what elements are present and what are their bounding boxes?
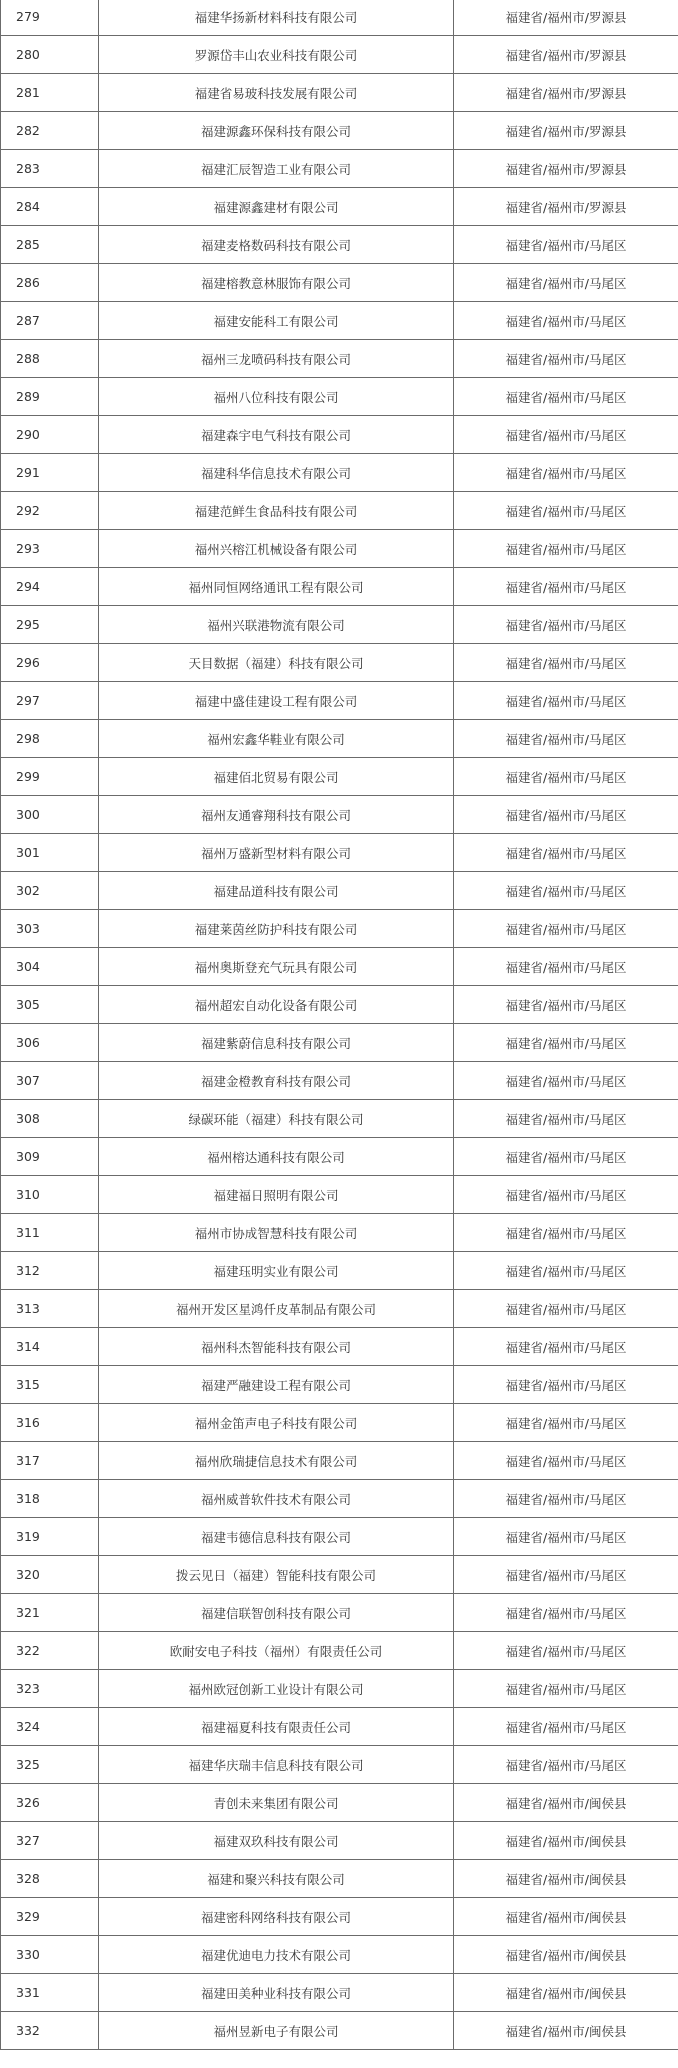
location-cell: 福建省/福州市/罗源县 bbox=[454, 0, 678, 36]
table-row bbox=[1, 0, 678, 36]
location-cell: 福建省/福州市/马尾区 bbox=[454, 1290, 678, 1328]
table-row bbox=[1, 720, 678, 758]
location-cell: 福建省/福州市/马尾区 bbox=[454, 1062, 678, 1100]
table-row bbox=[1, 74, 678, 112]
company-name-cell: 福州威普软件技术有限公司 bbox=[99, 1480, 454, 1518]
company-name-cell: 福建福夏科技有限责任公司 bbox=[99, 1708, 454, 1746]
table-row bbox=[1, 1670, 678, 1708]
company-name-cell: 福州开发区星鸿仟皮革制品有限公司 bbox=[99, 1290, 454, 1328]
row-number-cell: 300 bbox=[1, 796, 99, 834]
table-row bbox=[1, 568, 678, 606]
table-row bbox=[1, 1518, 678, 1556]
location-cell: 福建省/福州市/马尾区 bbox=[454, 264, 678, 302]
row-number-cell: 310 bbox=[1, 1176, 99, 1214]
row-number-cell: 280 bbox=[1, 36, 99, 74]
table-row bbox=[1, 1252, 678, 1290]
location-cell: 福建省/福州市/闽侯县 bbox=[454, 2012, 678, 2050]
location-cell: 福建省/福州市/马尾区 bbox=[454, 1442, 678, 1480]
location-cell: 福建省/福州市/马尾区 bbox=[454, 1252, 678, 1290]
table-row bbox=[1, 1062, 678, 1100]
table-row bbox=[1, 150, 678, 188]
company-name-cell: 福建麦格数码科技有限公司 bbox=[99, 226, 454, 264]
company-name-cell: 福州欧冠创新工业设计有限公司 bbox=[99, 1670, 454, 1708]
location-cell: 福建省/福州市/马尾区 bbox=[454, 758, 678, 796]
location-cell: 福建省/福州市/马尾区 bbox=[454, 1594, 678, 1632]
company-name-cell: 福建科华信息技术有限公司 bbox=[99, 454, 454, 492]
row-number-cell: 290 bbox=[1, 416, 99, 454]
company-name-cell: 福建双玖科技有限公司 bbox=[99, 1822, 454, 1860]
location-cell: 福建省/福州市/马尾区 bbox=[454, 986, 678, 1024]
location-cell: 福建省/福州市/马尾区 bbox=[454, 872, 678, 910]
row-number-cell: 295 bbox=[1, 606, 99, 644]
location-cell: 福建省/福州市/闽侯县 bbox=[454, 1822, 678, 1860]
row-number-cell: 304 bbox=[1, 948, 99, 986]
company-name-cell: 福建华庆瑞丰信息科技有限公司 bbox=[99, 1746, 454, 1784]
table-row bbox=[1, 1290, 678, 1328]
company-name-cell: 福州友通睿翔科技有限公司 bbox=[99, 796, 454, 834]
location-cell: 福建省/福州市/闽侯县 bbox=[454, 1898, 678, 1936]
company-name-cell: 天目数据（福建）科技有限公司 bbox=[99, 644, 454, 682]
location-cell: 福建省/福州市/马尾区 bbox=[454, 1670, 678, 1708]
row-number-cell: 296 bbox=[1, 644, 99, 682]
table-row bbox=[1, 1594, 678, 1632]
table-row bbox=[1, 1898, 678, 1936]
row-number-cell: 293 bbox=[1, 530, 99, 568]
row-number-cell: 288 bbox=[1, 340, 99, 378]
row-number-cell: 322 bbox=[1, 1632, 99, 1670]
row-number-cell: 313 bbox=[1, 1290, 99, 1328]
location-cell: 福建省/福州市/马尾区 bbox=[454, 1746, 678, 1784]
location-cell: 福建省/福州市/马尾区 bbox=[454, 1708, 678, 1746]
company-name-cell: 福建莱茵丝防护科技有限公司 bbox=[99, 910, 454, 948]
location-cell: 福建省/福州市/马尾区 bbox=[454, 226, 678, 264]
table-row bbox=[1, 1822, 678, 1860]
row-number-cell: 289 bbox=[1, 378, 99, 416]
table-row bbox=[1, 378, 678, 416]
table-row bbox=[1, 264, 678, 302]
table-row bbox=[1, 1936, 678, 1974]
location-cell: 福建省/福州市/闽侯县 bbox=[454, 1936, 678, 1974]
company-name-cell: 福州欣瑞捷信息技术有限公司 bbox=[99, 1442, 454, 1480]
company-name-cell: 福建韦德信息科技有限公司 bbox=[99, 1518, 454, 1556]
row-number-cell: 301 bbox=[1, 834, 99, 872]
table-row bbox=[1, 682, 678, 720]
location-cell: 福建省/福州市/马尾区 bbox=[454, 606, 678, 644]
company-name-cell: 福建省易玻科技发展有限公司 bbox=[99, 74, 454, 112]
table-row bbox=[1, 796, 678, 834]
table-row bbox=[1, 872, 678, 910]
table-row bbox=[1, 112, 678, 150]
location-cell: 福建省/福州市/马尾区 bbox=[454, 492, 678, 530]
company-name-cell: 福州兴联港物流有限公司 bbox=[99, 606, 454, 644]
table-row bbox=[1, 1024, 678, 1062]
location-cell: 福建省/福州市/马尾区 bbox=[454, 796, 678, 834]
location-cell: 福建省/福州市/马尾区 bbox=[454, 1366, 678, 1404]
table-row bbox=[1, 2012, 678, 2050]
company-name-cell: 福州奥斯登充气玩具有限公司 bbox=[99, 948, 454, 986]
row-number-cell: 306 bbox=[1, 1024, 99, 1062]
row-number-cell: 284 bbox=[1, 188, 99, 226]
table-row bbox=[1, 644, 678, 682]
table-row bbox=[1, 1556, 678, 1594]
row-number-cell: 318 bbox=[1, 1480, 99, 1518]
row-number-cell: 311 bbox=[1, 1214, 99, 1252]
location-cell: 福建省/福州市/罗源县 bbox=[454, 36, 678, 74]
table-row bbox=[1, 492, 678, 530]
company-name-cell: 福建源鑫建材有限公司 bbox=[99, 188, 454, 226]
company-name-cell: 罗源岱丰山农业科技有限公司 bbox=[99, 36, 454, 74]
location-cell: 福建省/福州市/马尾区 bbox=[454, 1100, 678, 1138]
table-row bbox=[1, 1632, 678, 1670]
location-cell: 福建省/福州市/马尾区 bbox=[454, 644, 678, 682]
location-cell: 福建省/福州市/马尾区 bbox=[454, 720, 678, 758]
location-cell: 福建省/福州市/马尾区 bbox=[454, 1138, 678, 1176]
company-name-cell: 福建田美种业科技有限公司 bbox=[99, 1974, 454, 2012]
table-row bbox=[1, 910, 678, 948]
company-name-cell: 福建严融建设工程有限公司 bbox=[99, 1366, 454, 1404]
location-cell: 福建省/福州市/马尾区 bbox=[454, 416, 678, 454]
location-cell: 福建省/福州市/马尾区 bbox=[454, 682, 678, 720]
table-body bbox=[1, 0, 678, 2050]
row-number-cell: 292 bbox=[1, 492, 99, 530]
company-name-cell: 福建中盛佳建设工程有限公司 bbox=[99, 682, 454, 720]
location-cell: 福建省/福州市/马尾区 bbox=[454, 1518, 678, 1556]
company-name-cell: 绿碳环能（福建）科技有限公司 bbox=[99, 1100, 454, 1138]
table-row bbox=[1, 834, 678, 872]
row-number-cell: 331 bbox=[1, 1974, 99, 2012]
table-row bbox=[1, 948, 678, 986]
row-number-cell: 305 bbox=[1, 986, 99, 1024]
company-name-cell: 福建源鑫环保科技有限公司 bbox=[99, 112, 454, 150]
location-cell: 福建省/福州市/闽侯县 bbox=[454, 1974, 678, 2012]
company-name-cell: 福建信联智创科技有限公司 bbox=[99, 1594, 454, 1632]
company-name-cell: 福建汇辰智造工业有限公司 bbox=[99, 150, 454, 188]
company-name-cell: 福建华扬新材料科技有限公司 bbox=[99, 0, 454, 36]
table-row bbox=[1, 340, 678, 378]
row-number-cell: 332 bbox=[1, 2012, 99, 2050]
company-name-cell: 福州榕达通科技有限公司 bbox=[99, 1138, 454, 1176]
row-number-cell: 307 bbox=[1, 1062, 99, 1100]
table-row bbox=[1, 1442, 678, 1480]
row-number-cell: 315 bbox=[1, 1366, 99, 1404]
location-cell: 福建省/福州市/罗源县 bbox=[454, 112, 678, 150]
table-row bbox=[1, 1366, 678, 1404]
table-row bbox=[1, 1328, 678, 1366]
company-name-cell: 福州同恒网络通讯工程有限公司 bbox=[99, 568, 454, 606]
row-number-cell: 297 bbox=[1, 682, 99, 720]
company-name-cell: 福建森宇电气科技有限公司 bbox=[99, 416, 454, 454]
company-name-cell: 福建珏明实业有限公司 bbox=[99, 1252, 454, 1290]
location-cell: 福建省/福州市/马尾区 bbox=[454, 910, 678, 948]
row-number-cell: 321 bbox=[1, 1594, 99, 1632]
row-number-cell: 325 bbox=[1, 1746, 99, 1784]
table-row bbox=[1, 1974, 678, 2012]
location-cell: 福建省/福州市/马尾区 bbox=[454, 1176, 678, 1214]
table-row bbox=[1, 1176, 678, 1214]
company-name-cell: 福州金笛声电子科技有限公司 bbox=[99, 1404, 454, 1442]
company-name-cell: 福建紫蔚信息科技有限公司 bbox=[99, 1024, 454, 1062]
row-number-cell: 309 bbox=[1, 1138, 99, 1176]
table-row bbox=[1, 1214, 678, 1252]
company-name-cell: 拨云见日（福建）智能科技有限公司 bbox=[99, 1556, 454, 1594]
row-number-cell: 286 bbox=[1, 264, 99, 302]
location-cell: 福建省/福州市/马尾区 bbox=[454, 1214, 678, 1252]
company-name-cell: 福州宏鑫华鞋业有限公司 bbox=[99, 720, 454, 758]
company-name-cell: 福州万盛新型材料有限公司 bbox=[99, 834, 454, 872]
location-cell: 福建省/福州市/马尾区 bbox=[454, 1404, 678, 1442]
company-name-cell: 福建密科网络科技有限公司 bbox=[99, 1898, 454, 1936]
location-cell: 福建省/福州市/马尾区 bbox=[454, 454, 678, 492]
company-name-cell: 福建佰北贸易有限公司 bbox=[99, 758, 454, 796]
company-name-cell: 福建安能科工有限公司 bbox=[99, 302, 454, 340]
company-name-cell: 福建福日照明有限公司 bbox=[99, 1176, 454, 1214]
row-number-cell: 314 bbox=[1, 1328, 99, 1366]
row-number-cell: 283 bbox=[1, 150, 99, 188]
location-cell: 福建省/福州市/罗源县 bbox=[454, 74, 678, 112]
company-name-cell: 福建和聚兴科技有限公司 bbox=[99, 1860, 454, 1898]
company-name-cell: 福州科杰智能科技有限公司 bbox=[99, 1328, 454, 1366]
row-number-cell: 316 bbox=[1, 1404, 99, 1442]
table-row bbox=[1, 758, 678, 796]
location-cell: 福建省/福州市/闽侯县 bbox=[454, 1860, 678, 1898]
location-cell: 福建省/福州市/马尾区 bbox=[454, 530, 678, 568]
row-number-cell: 281 bbox=[1, 74, 99, 112]
row-number-cell: 302 bbox=[1, 872, 99, 910]
row-number-cell: 326 bbox=[1, 1784, 99, 1822]
row-number-cell: 323 bbox=[1, 1670, 99, 1708]
row-number-cell: 330 bbox=[1, 1936, 99, 1974]
company-name-cell: 福建品道科技有限公司 bbox=[99, 872, 454, 910]
row-number-cell: 324 bbox=[1, 1708, 99, 1746]
table-row bbox=[1, 1404, 678, 1442]
location-cell: 福建省/福州市/马尾区 bbox=[454, 1632, 678, 1670]
row-number-cell: 291 bbox=[1, 454, 99, 492]
table-row bbox=[1, 1100, 678, 1138]
table-row bbox=[1, 302, 678, 340]
company-name-cell: 福州超宏自动化设备有限公司 bbox=[99, 986, 454, 1024]
row-number-cell: 282 bbox=[1, 112, 99, 150]
row-number-cell: 303 bbox=[1, 910, 99, 948]
company-name-cell: 福州市协成智慧科技有限公司 bbox=[99, 1214, 454, 1252]
row-number-cell: 294 bbox=[1, 568, 99, 606]
table-row bbox=[1, 188, 678, 226]
row-number-cell: 312 bbox=[1, 1252, 99, 1290]
company-name-cell: 福建榕教意林服饰有限公司 bbox=[99, 264, 454, 302]
table-row bbox=[1, 1860, 678, 1898]
location-cell: 福建省/福州市/马尾区 bbox=[454, 378, 678, 416]
row-number-cell: 285 bbox=[1, 226, 99, 264]
location-cell: 福建省/福州市/罗源县 bbox=[454, 188, 678, 226]
location-cell: 福建省/福州市/马尾区 bbox=[454, 1328, 678, 1366]
row-number-cell: 319 bbox=[1, 1518, 99, 1556]
row-number-cell: 329 bbox=[1, 1898, 99, 1936]
table-row bbox=[1, 416, 678, 454]
table-row bbox=[1, 1784, 678, 1822]
table-row bbox=[1, 1708, 678, 1746]
company-name-cell: 福建金橙教育科技有限公司 bbox=[99, 1062, 454, 1100]
row-number-cell: 327 bbox=[1, 1822, 99, 1860]
table-row bbox=[1, 530, 678, 568]
company-name-cell: 福州八位科技有限公司 bbox=[99, 378, 454, 416]
table-row bbox=[1, 986, 678, 1024]
company-name-cell: 福建优迪电力技术有限公司 bbox=[99, 1936, 454, 1974]
location-cell: 福建省/福州市/马尾区 bbox=[454, 948, 678, 986]
location-cell: 福建省/福州市/闽侯县 bbox=[454, 1784, 678, 1822]
row-number-cell: 298 bbox=[1, 720, 99, 758]
row-number-cell: 317 bbox=[1, 1442, 99, 1480]
row-number-cell: 320 bbox=[1, 1556, 99, 1594]
location-cell: 福建省/福州市/马尾区 bbox=[454, 340, 678, 378]
table-row bbox=[1, 454, 678, 492]
company-name-cell: 福建范鲜生食品科技有限公司 bbox=[99, 492, 454, 530]
location-cell: 福建省/福州市/马尾区 bbox=[454, 568, 678, 606]
location-cell: 福建省/福州市/马尾区 bbox=[454, 1480, 678, 1518]
table-row bbox=[1, 1138, 678, 1176]
row-number-cell: 328 bbox=[1, 1860, 99, 1898]
location-cell: 福建省/福州市/马尾区 bbox=[454, 1024, 678, 1062]
company-name-cell: 福州兴榕江机械设备有限公司 bbox=[99, 530, 454, 568]
location-cell: 福建省/福州市/马尾区 bbox=[454, 302, 678, 340]
table-row bbox=[1, 1480, 678, 1518]
table-row bbox=[1, 36, 678, 74]
row-number-cell: 279 bbox=[1, 0, 99, 36]
location-cell: 福建省/福州市/马尾区 bbox=[454, 1556, 678, 1594]
location-cell: 福建省/福州市/马尾区 bbox=[454, 834, 678, 872]
table-row bbox=[1, 606, 678, 644]
table-row bbox=[1, 1746, 678, 1784]
table-row bbox=[1, 226, 678, 264]
company-name-cell: 福州三龙喷码科技有限公司 bbox=[99, 340, 454, 378]
company-name-cell: 福州昱新电子有限公司 bbox=[99, 2012, 454, 2050]
row-number-cell: 287 bbox=[1, 302, 99, 340]
location-cell: 福建省/福州市/罗源县 bbox=[454, 150, 678, 188]
company-name-cell: 青创未来集团有限公司 bbox=[99, 1784, 454, 1822]
row-number-cell: 299 bbox=[1, 758, 99, 796]
row-number-cell: 308 bbox=[1, 1100, 99, 1138]
company-name-cell: 欧耐安电子科技（福州）有限责任公司 bbox=[99, 1632, 454, 1670]
